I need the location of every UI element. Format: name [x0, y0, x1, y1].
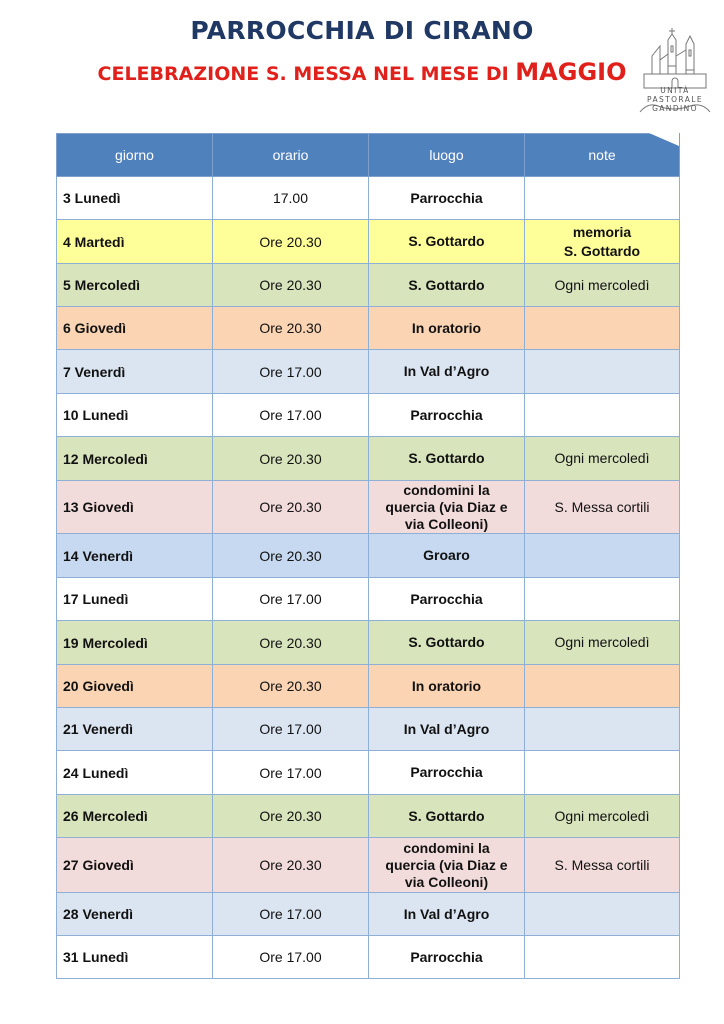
- cell-orario: 17.00: [213, 177, 369, 220]
- cell-giorno: 13 Giovedì: [57, 481, 213, 534]
- cell-luogo: S. Gottardo: [369, 795, 525, 838]
- cell-orario: Ore 20.30: [213, 795, 369, 838]
- cell-orario: Ore 17.00: [213, 936, 369, 979]
- table-row: [57, 893, 680, 936]
- cell-note: [525, 936, 680, 979]
- cell-orario: Ore 17.00: [213, 751, 369, 795]
- cell-note: [525, 578, 680, 621]
- table-row: [57, 264, 680, 307]
- cell-giorno: 14 Venerdì: [57, 534, 213, 578]
- cell-note: Ogni mercoledì: [525, 795, 680, 838]
- table-row: [57, 534, 680, 578]
- table-row: [57, 751, 680, 795]
- cell-note: [525, 708, 680, 751]
- cell-giorno: 28 Venerdì: [57, 893, 213, 936]
- cell-luogo: Parrocchia: [369, 394, 525, 437]
- cell-note: [525, 350, 680, 394]
- cell-luogo: condomini la quercia (via Diaz e via Colleoni): [369, 838, 525, 893]
- cell-note: Ogni mercoledì: [525, 264, 680, 307]
- logo-text-line3: GANDINO: [652, 104, 698, 113]
- cell-luogo: In Val d’Agro: [369, 350, 525, 394]
- cell-orario: Ore 20.30: [213, 264, 369, 307]
- cell-orario: Ore 20.30: [213, 665, 369, 708]
- cell-orario: Ore 20.30: [213, 307, 369, 350]
- cell-luogo: Groaro: [369, 534, 525, 578]
- cell-note: [525, 177, 680, 220]
- table-row: [57, 220, 680, 264]
- cell-note: [525, 534, 680, 578]
- table-row: [57, 665, 680, 708]
- table-row: [57, 838, 680, 893]
- cell-giorno: 24 Lunedì: [57, 751, 213, 795]
- column-header-giorno: giorno: [57, 134, 213, 177]
- table-row: [57, 307, 680, 350]
- cell-giorno: 20 Giovedì: [57, 665, 213, 708]
- cell-luogo: S. Gottardo: [369, 220, 525, 264]
- cell-giorno: 12 Mercoledì: [57, 437, 213, 481]
- cell-note: S. Messa cortili: [525, 481, 680, 534]
- cell-orario: Ore 17.00: [213, 893, 369, 936]
- table-row: [57, 708, 680, 751]
- column-header-luogo: luogo: [369, 134, 525, 177]
- cell-note: [525, 751, 680, 795]
- cell-note: [525, 394, 680, 437]
- logo-text-line1: UNITÀ: [660, 86, 690, 95]
- cell-luogo: Parrocchia: [369, 578, 525, 621]
- cell-orario: Ore 20.30: [213, 838, 369, 893]
- cell-note: memoria S. Gottardo: [525, 220, 680, 264]
- subtitle-month: MAGGIO: [515, 58, 627, 86]
- cell-orario: Ore 20.30: [213, 481, 369, 534]
- cell-orario: Ore 20.30: [213, 534, 369, 578]
- table-row: [57, 437, 680, 481]
- subtitle-text: CELEBRAZIONE S. MESSA NEL MESE DI: [97, 63, 516, 85]
- cell-luogo: In Val d’Agro: [369, 708, 525, 751]
- cell-luogo: S. Gottardo: [369, 264, 525, 307]
- column-header-note: note: [525, 134, 680, 177]
- cell-note: [525, 665, 680, 708]
- cell-luogo: In oratorio: [369, 665, 525, 708]
- cell-giorno: 5 Mercoledì: [57, 264, 213, 307]
- mass-schedule-table: [56, 133, 680, 979]
- table-body: [57, 177, 680, 979]
- cell-orario: Ore 20.30: [213, 220, 369, 264]
- cell-note: [525, 307, 680, 350]
- cell-giorno: 4 Martedì: [57, 220, 213, 264]
- cell-note: Ogni mercoledì: [525, 621, 680, 665]
- cell-giorno: 7 Venerdì: [57, 350, 213, 394]
- cell-luogo: In Val d’Agro: [369, 893, 525, 936]
- cell-giorno: 19 Mercoledì: [57, 621, 213, 665]
- table-row: [57, 177, 680, 220]
- cell-giorno: 10 Lunedì: [57, 394, 213, 437]
- cell-giorno: 27 Giovedì: [57, 838, 213, 893]
- table-row: [57, 795, 680, 838]
- cell-orario: Ore 17.00: [213, 708, 369, 751]
- cell-luogo: Parrocchia: [369, 751, 525, 795]
- page-title: PARROCCHIA DI CIRANO: [190, 16, 534, 45]
- cell-note: [525, 893, 680, 936]
- cell-giorno: 26 Mercoledì: [57, 795, 213, 838]
- cell-giorno: 6 Giovedì: [57, 307, 213, 350]
- cell-giorno: 31 Lunedì: [57, 936, 213, 979]
- cell-orario: Ore 20.30: [213, 621, 369, 665]
- table-row: [57, 578, 680, 621]
- table-row: [57, 481, 680, 534]
- cell-note: S. Messa cortili: [525, 838, 680, 893]
- cell-luogo: Parrocchia: [369, 177, 525, 220]
- cell-giorno: 21 Venerdì: [57, 708, 213, 751]
- cell-orario: Ore 17.00: [213, 578, 369, 621]
- cell-luogo: In oratorio: [369, 307, 525, 350]
- cell-giorno: 17 Lunedì: [57, 578, 213, 621]
- logo-text-line2: PASTORALE: [647, 95, 703, 104]
- cell-orario: Ore 17.00: [213, 350, 369, 394]
- column-header-orario: orario: [213, 134, 369, 177]
- cell-orario: Ore 20.30: [213, 437, 369, 481]
- table-row: [57, 350, 680, 394]
- cell-giorno: 3 Lunedì: [57, 177, 213, 220]
- cell-luogo: Parrocchia: [369, 936, 525, 979]
- cell-orario: Ore 17.00: [213, 394, 369, 437]
- cell-luogo: condomini la quercia (via Diaz e via Colleoni): [369, 481, 525, 534]
- table-row: [57, 936, 680, 979]
- cell-note: Ogni mercoledì: [525, 437, 680, 481]
- cell-luogo: S. Gottardo: [369, 621, 525, 665]
- header-note-notch: [524, 133, 679, 146]
- table-row: [57, 621, 680, 665]
- page-subtitle: [0, 58, 724, 86]
- table-row: [57, 394, 680, 437]
- cell-luogo: S. Gottardo: [369, 437, 525, 481]
